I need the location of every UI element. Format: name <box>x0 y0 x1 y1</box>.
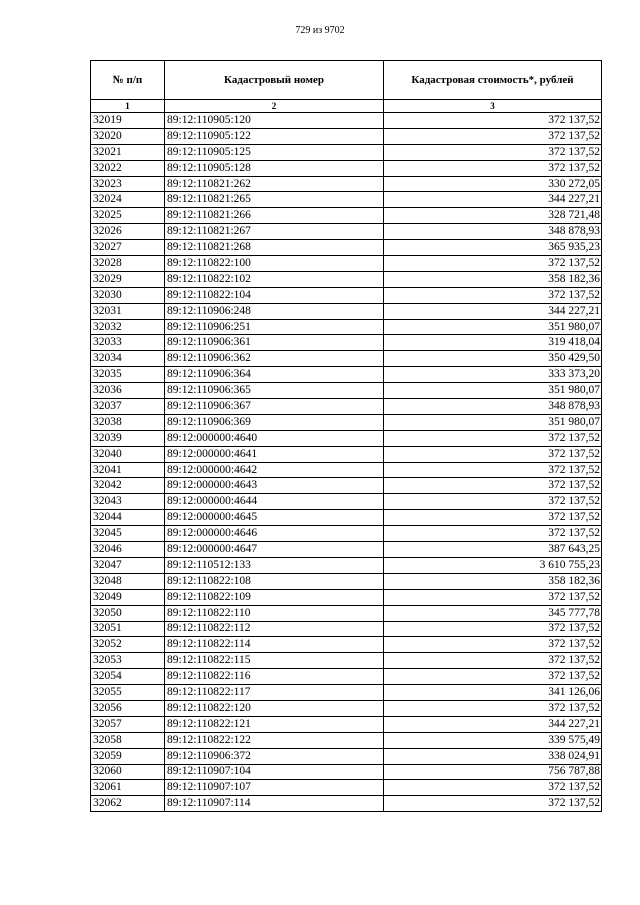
cadastral-value-cell: 372 137,52 <box>384 287 602 303</box>
cadastral-value-cell: 345 777,78 <box>384 605 602 621</box>
cadastral-number-cell: 89:12:110821:267 <box>165 224 384 240</box>
table-row <box>91 700 602 716</box>
table-row <box>91 414 602 430</box>
table-row <box>91 780 602 796</box>
table-row <box>91 399 602 415</box>
table-row <box>91 303 602 319</box>
cadastral-value-cell: 372 137,52 <box>384 780 602 796</box>
row-number-cell: 32039 <box>91 430 165 446</box>
cadastral-number-cell: 89:12:110821:265 <box>165 192 384 208</box>
cadastral-number-cell: 89:12:110905:120 <box>165 113 384 129</box>
cadastral-value-cell: 351 980,07 <box>384 414 602 430</box>
row-number-cell: 32059 <box>91 748 165 764</box>
cadastral-number-cell: 89:12:000000:4641 <box>165 446 384 462</box>
row-number-cell: 32025 <box>91 208 165 224</box>
cadastral-value-cell: 372 137,52 <box>384 494 602 510</box>
cadastral-number-cell: 89:12:110905:125 <box>165 144 384 160</box>
row-number-cell: 32021 <box>91 144 165 160</box>
table-row <box>91 542 602 558</box>
row-number-cell: 32044 <box>91 510 165 526</box>
cadastral-number-cell: 89:12:110822:122 <box>165 732 384 748</box>
row-number-cell: 32029 <box>91 271 165 287</box>
row-number-cell: 32031 <box>91 303 165 319</box>
cadastral-value-cell: 344 227,21 <box>384 192 602 208</box>
row-number-cell: 32062 <box>91 796 165 812</box>
cadastral-number-cell: 89:12:000000:4642 <box>165 462 384 478</box>
cadastral-value-cell: 330 272,05 <box>384 176 602 192</box>
cadastral-number-cell: 89:12:110822:102 <box>165 271 384 287</box>
row-number-cell: 32042 <box>91 478 165 494</box>
cadastral-number-cell: 89:12:110906:248 <box>165 303 384 319</box>
cadastral-number-cell: 89:12:110907:104 <box>165 764 384 780</box>
cadastral-value-cell: 338 024,91 <box>384 748 602 764</box>
table-row <box>91 240 602 256</box>
table-row <box>91 319 602 335</box>
cadastral-number-cell: 89:12:110905:122 <box>165 128 384 144</box>
row-number-cell: 32058 <box>91 732 165 748</box>
table-row <box>91 335 602 351</box>
cadastral-value-cell: 333 373,20 <box>384 367 602 383</box>
row-number-cell: 32061 <box>91 780 165 796</box>
cadastral-number-cell: 89:12:110822:121 <box>165 716 384 732</box>
cadastral-value-cell: 3 610 755,23 <box>384 557 602 573</box>
table-row <box>91 176 602 192</box>
cadastral-number-cell: 89:12:110905:128 <box>165 160 384 176</box>
row-number-cell: 32037 <box>91 399 165 415</box>
row-number-cell: 32050 <box>91 605 165 621</box>
row-number-cell: 32023 <box>91 176 165 192</box>
table-row <box>91 589 602 605</box>
row-number-cell: 32024 <box>91 192 165 208</box>
cadastral-value-cell: 372 137,52 <box>384 430 602 446</box>
cadastral-value-cell: 358 182,36 <box>384 573 602 589</box>
cadastral-value-cell: 372 137,52 <box>384 160 602 176</box>
cadastral-number-cell: 89:12:110822:116 <box>165 669 384 685</box>
cadastral-value-cell: 372 137,52 <box>384 621 602 637</box>
cadastral-value-cell: 372 137,52 <box>384 446 602 462</box>
cadastral-value-cell: 344 227,21 <box>384 303 602 319</box>
table-row <box>91 462 602 478</box>
table-row <box>91 478 602 494</box>
row-number-cell: 32043 <box>91 494 165 510</box>
cadastral-value-cell: 348 878,93 <box>384 224 602 240</box>
cadastral-number-cell: 89:12:000000:4645 <box>165 510 384 526</box>
cadastral-number-cell: 89:12:110822:100 <box>165 256 384 272</box>
cadastral-number-cell: 89:12:110821:262 <box>165 176 384 192</box>
cadastral-value-cell: 372 137,52 <box>384 256 602 272</box>
table-header-row <box>91 61 602 100</box>
cadastral-value-cell: 372 137,52 <box>384 637 602 653</box>
cadastral-number-cell: 89:12:110906:251 <box>165 319 384 335</box>
row-number-cell: 32022 <box>91 160 165 176</box>
cadastral-value-cell: 372 137,52 <box>384 478 602 494</box>
row-number-cell: 32060 <box>91 764 165 780</box>
table-row <box>91 653 602 669</box>
cadastral-number-cell: 89:12:110822:115 <box>165 653 384 669</box>
row-number-cell: 32049 <box>91 589 165 605</box>
table-row <box>91 192 602 208</box>
cadastral-number-cell: 89:12:110907:107 <box>165 780 384 796</box>
cadastral-number-cell: 89:12:110822:114 <box>165 637 384 653</box>
cadastral-value-cell: 351 980,07 <box>384 319 602 335</box>
cadastral-value-cell: 348 878,93 <box>384 399 602 415</box>
column-number-row <box>91 100 602 113</box>
table-row <box>91 224 602 240</box>
cadastral-value-cell: 372 137,52 <box>384 510 602 526</box>
table-row <box>91 287 602 303</box>
table-row <box>91 367 602 383</box>
cadastral-value-cell: 372 137,52 <box>384 144 602 160</box>
cadastral-number-cell: 89:12:110906:372 <box>165 748 384 764</box>
table-row <box>91 605 602 621</box>
table-row <box>91 573 602 589</box>
cadastral-number-cell: 89:12:110907:114 <box>165 796 384 812</box>
cadastral-number-cell: 89:12:000000:4646 <box>165 526 384 542</box>
row-number-cell: 32053 <box>91 653 165 669</box>
row-number-cell: 32041 <box>91 462 165 478</box>
cadastral-number-cell: 89:12:000000:4640 <box>165 430 384 446</box>
cadastral-value-cell: 372 137,52 <box>384 796 602 812</box>
row-number-cell: 32040 <box>91 446 165 462</box>
table-row <box>91 732 602 748</box>
row-number-cell: 32033 <box>91 335 165 351</box>
row-number-cell: 32045 <box>91 526 165 542</box>
cadastral-value-cell: 372 137,52 <box>384 700 602 716</box>
column-index-1: 1 <box>91 100 165 113</box>
table-row <box>91 557 602 573</box>
column-index-2: 2 <box>165 100 384 113</box>
table-row <box>91 669 602 685</box>
row-number-cell: 32035 <box>91 367 165 383</box>
cadastral-number-cell: 89:12:110822:108 <box>165 573 384 589</box>
cadastral-value-cell: 350 429,50 <box>384 351 602 367</box>
row-number-cell: 32048 <box>91 573 165 589</box>
row-number-cell: 32027 <box>91 240 165 256</box>
cadastral-value-cell: 372 137,52 <box>384 653 602 669</box>
table-row <box>91 160 602 176</box>
cadastral-value-table <box>90 60 602 812</box>
cadastral-number-cell: 89:12:110906:367 <box>165 399 384 415</box>
row-number-cell: 32056 <box>91 700 165 716</box>
cadastral-value-cell: 387 643,25 <box>384 542 602 558</box>
cadastral-number-cell: 89:12:110822:112 <box>165 621 384 637</box>
table-row <box>91 510 602 526</box>
cadastral-value-cell: 344 227,21 <box>384 716 602 732</box>
cadastral-value-cell: 358 182,36 <box>384 271 602 287</box>
cadastral-number-cell: 89:12:110906:362 <box>165 351 384 367</box>
row-number-cell: 32047 <box>91 557 165 573</box>
column-header-cadastral-value: Кадастровая стоимость*, рублей <box>384 61 602 100</box>
cadastral-value-cell: 372 137,52 <box>384 669 602 685</box>
table-row <box>91 764 602 780</box>
row-number-cell: 32034 <box>91 351 165 367</box>
cadastral-value-cell: 756 787,88 <box>384 764 602 780</box>
row-number-cell: 32019 <box>91 113 165 129</box>
table-row <box>91 748 602 764</box>
cadastral-number-cell: 89:12:000000:4644 <box>165 494 384 510</box>
cadastral-value-cell: 351 980,07 <box>384 383 602 399</box>
column-header-cadastral-number: Кадастровый номер <box>165 61 384 100</box>
table-row <box>91 621 602 637</box>
row-number-cell: 32036 <box>91 383 165 399</box>
cadastral-number-cell: 89:12:000000:4643 <box>165 478 384 494</box>
row-number-cell: 32032 <box>91 319 165 335</box>
table-row <box>91 128 602 144</box>
table-row <box>91 113 602 129</box>
table-row <box>91 351 602 367</box>
table-body <box>91 113 602 812</box>
table-row <box>91 383 602 399</box>
cadastral-number-cell: 89:12:110822:109 <box>165 589 384 605</box>
table-row <box>91 685 602 701</box>
column-index-3: 3 <box>384 100 602 113</box>
row-number-cell: 32028 <box>91 256 165 272</box>
table-row <box>91 271 602 287</box>
cadastral-value-cell: 372 137,52 <box>384 589 602 605</box>
row-number-cell: 32052 <box>91 637 165 653</box>
table-row <box>91 144 602 160</box>
cadastral-number-cell: 89:12:110822:104 <box>165 287 384 303</box>
cadastral-value-cell: 319 418,04 <box>384 335 602 351</box>
row-number-cell: 32055 <box>91 685 165 701</box>
cadastral-number-cell: 89:12:000000:4647 <box>165 542 384 558</box>
cadastral-value-cell: 372 137,52 <box>384 526 602 542</box>
cadastral-value-cell: 372 137,52 <box>384 113 602 129</box>
cadastral-number-cell: 89:12:110906:365 <box>165 383 384 399</box>
table-row <box>91 716 602 732</box>
row-number-cell: 32051 <box>91 621 165 637</box>
cadastral-value-cell: 341 126,06 <box>384 685 602 701</box>
cadastral-number-cell: 89:12:110821:266 <box>165 208 384 224</box>
row-number-cell: 32054 <box>91 669 165 685</box>
cadastral-number-cell: 89:12:110906:361 <box>165 335 384 351</box>
cadastral-value-cell: 328 721,48 <box>384 208 602 224</box>
row-number-cell: 32038 <box>91 414 165 430</box>
row-number-cell: 32020 <box>91 128 165 144</box>
table-row <box>91 430 602 446</box>
cadastral-number-cell: 89:12:110906:364 <box>165 367 384 383</box>
table-row <box>91 446 602 462</box>
row-number-cell: 32057 <box>91 716 165 732</box>
cadastral-number-cell: 89:12:110822:120 <box>165 700 384 716</box>
page-number: 729 из 9702 <box>295 25 345 36</box>
cadastral-number-cell: 89:12:110822:110 <box>165 605 384 621</box>
cadastral-value-cell: 365 935,23 <box>384 240 602 256</box>
table-row <box>91 256 602 272</box>
row-number-cell: 32030 <box>91 287 165 303</box>
cadastral-value-cell: 339 575,49 <box>384 732 602 748</box>
table-row <box>91 208 602 224</box>
column-header-number: № п/п <box>91 61 165 100</box>
row-number-cell: 32046 <box>91 542 165 558</box>
cadastral-number-cell: 89:12:110821:268 <box>165 240 384 256</box>
table-row <box>91 637 602 653</box>
cadastral-number-cell: 89:12:110906:369 <box>165 414 384 430</box>
cadastral-number-cell: 89:12:110512:133 <box>165 557 384 573</box>
cadastral-value-cell: 372 137,52 <box>384 128 602 144</box>
table-row <box>91 796 602 812</box>
cadastral-number-cell: 89:12:110822:117 <box>165 685 384 701</box>
table-row <box>91 526 602 542</box>
table-row <box>91 494 602 510</box>
cadastral-value-cell: 372 137,52 <box>384 462 602 478</box>
row-number-cell: 32026 <box>91 224 165 240</box>
